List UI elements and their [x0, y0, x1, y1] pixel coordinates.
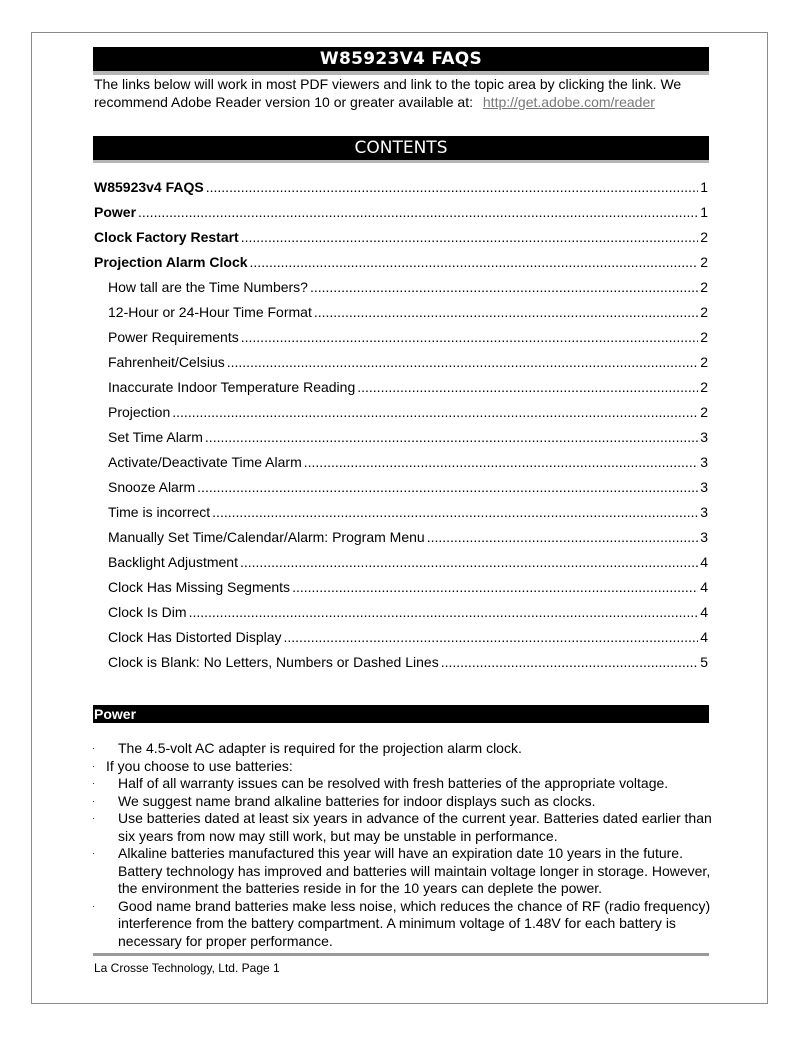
- toc-dot-leader: [206, 176, 698, 198]
- toc-entry[interactable]: [94, 326, 708, 351]
- power-bullet-text: We suggest name brand alkaline batteries for indoor displays such as clocks.: [118, 792, 596, 809]
- table-of-contents: [94, 176, 708, 676]
- toc-entry[interactable]: [94, 251, 708, 276]
- toc-entry-label: Power: [94, 204, 137, 220]
- toc-dot-leader: [241, 326, 698, 348]
- power-bullet-text: Good name brand batteries make less noise, which reduces the chance of RF (radio frequency) interference from the battery compartment. A minimum voltage of 1.48V for each battery is necessary for proper performance.: [118, 897, 711, 949]
- adobe-reader-link[interactable]: http://get.adobe.com/reader: [482, 94, 655, 110]
- toc-entry-label: 12-Hour or 24-Hour Time Format: [108, 304, 312, 320]
- toc-entry[interactable]: [94, 526, 708, 551]
- toc-page-number: 2: [700, 379, 708, 395]
- toc-entry-label: Power Requirements: [108, 329, 239, 345]
- toc-dot-leader: [138, 201, 698, 223]
- toc-entry-label: Projection: [108, 404, 171, 420]
- toc-dot-leader: [227, 351, 698, 373]
- toc-page-number: 2: [700, 254, 708, 270]
- toc-dot-leader: [292, 576, 698, 598]
- toc-entry-label: Clock Has Missing Segments: [108, 579, 291, 595]
- toc-entry[interactable]: [94, 626, 708, 651]
- bullet-dot-icon: ·: [92, 743, 95, 753]
- toc-entry[interactable]: [94, 451, 708, 476]
- toc-entry[interactable]: [94, 351, 708, 376]
- toc-dot-leader: [241, 226, 698, 248]
- toc-page-number: 2: [700, 279, 708, 295]
- toc-page-number: 5: [700, 654, 708, 670]
- power-bullet-text: If you choose to use batteries:: [106, 757, 293, 774]
- bullet-dot-icon: ·: [92, 813, 95, 823]
- toc-entry[interactable]: [94, 176, 708, 201]
- toc-page-number: 3: [700, 429, 708, 445]
- toc-entry-label: Projection Alarm Clock: [94, 254, 248, 270]
- toc-page-number: 1: [700, 179, 708, 195]
- toc-dot-leader: [205, 426, 698, 448]
- toc-dot-leader: [250, 251, 699, 273]
- bullet-dot-icon: ·: [92, 760, 95, 771]
- bullet-dot-icon: ·: [92, 778, 95, 788]
- toc-entry-label: Manually Set Time/Calendar/Alarm: Program Menu: [108, 529, 425, 545]
- toc-entry[interactable]: [94, 601, 708, 626]
- power-bullet-text: Use batteries dated at least six years in advance of the current year. Batteries dated earlier than six years from now may still work, but may be unstable in performance.: [118, 810, 712, 844]
- power-bullet-item: [92, 898, 712, 951]
- power-bullet-text: The 4.5-volt AC adapter is required for the projection alarm clock.: [118, 740, 522, 756]
- toc-entry[interactable]: [94, 501, 708, 526]
- toc-entry-label: Snooze Alarm: [108, 479, 196, 495]
- power-bullet-item: [92, 758, 712, 776]
- toc-entry-label: Clock Is Dim: [108, 604, 187, 620]
- footer-rule: [93, 953, 709, 956]
- toc-entry-label: Fahrenheit/Celsius: [108, 354, 225, 370]
- toc-page-number: 3: [700, 454, 708, 470]
- toc-dot-leader: [310, 276, 698, 298]
- toc-page-number: 3: [700, 504, 708, 520]
- power-bullet-item: [92, 810, 712, 845]
- toc-entry[interactable]: [94, 551, 708, 576]
- power-bullet-list: [92, 740, 712, 950]
- toc-page-number: 2: [700, 229, 708, 245]
- toc-entry-label: Clock Has Distorted Display: [108, 629, 282, 645]
- toc-dot-leader: [357, 376, 698, 398]
- contents-heading: CONTENTS: [93, 136, 709, 160]
- toc-entry-label: Activate/Deactivate Time Alarm: [108, 454, 302, 470]
- power-heading-text: Power: [94, 706, 137, 722]
- toc-entry[interactable]: [94, 476, 708, 501]
- toc-entry-label: How tall are the Time Numbers?: [108, 279, 308, 295]
- toc-page-number: 3: [700, 529, 708, 545]
- toc-dot-leader: [284, 626, 699, 648]
- contents-underline: [93, 160, 709, 163]
- toc-dot-leader: [189, 601, 699, 623]
- intro-text: The links below will work in most PDF viewers and link to the topic area by clicking the link. We recommend Adobe Reader version 10 or greater available at:: [94, 76, 682, 110]
- toc-dot-leader: [212, 501, 698, 523]
- power-bullet-item: [92, 740, 712, 758]
- toc-dot-leader: [441, 651, 699, 673]
- power-bullet-item: [92, 845, 712, 898]
- power-bullet-item: [92, 775, 712, 793]
- toc-entry[interactable]: [94, 401, 708, 426]
- power-bullet-text: Alkaline batteries manufactured this year will have an expiration date 10 years in the future. Battery technology has improved and batteries will maintain voltage longer in storage. However, the environment the batteries reside in for the 10 years can deplete the power.: [118, 845, 711, 896]
- toc-entry[interactable]: [94, 376, 708, 401]
- toc-dot-leader: [240, 551, 698, 573]
- toc-entry[interactable]: [94, 301, 708, 326]
- toc-entry-label: Backlight Adjustment: [108, 554, 238, 570]
- toc-entry-label: Inaccurate Indoor Temperature Reading: [108, 379, 356, 395]
- toc-page-number: 4: [700, 554, 708, 570]
- toc-entry[interactable]: [94, 276, 708, 301]
- toc-entry-label: W85923v4 FAQS: [94, 179, 204, 195]
- intro-paragraph: [94, 75, 710, 111]
- toc-entry-label: Set Time Alarm: [108, 429, 203, 445]
- bullet-dot-icon: ·: [92, 900, 95, 911]
- toc-dot-leader: [427, 526, 699, 548]
- toc-page-number: 4: [700, 629, 708, 645]
- page-footer: La Crosse Technology, Ltd. Page 1: [94, 961, 280, 975]
- document-title: W85923V4 FAQS: [93, 47, 709, 71]
- toc-entry[interactable]: [94, 651, 708, 676]
- toc-page-number: 4: [700, 604, 708, 620]
- toc-page-number: 2: [700, 354, 708, 370]
- toc-page-number: 2: [700, 304, 708, 320]
- power-bullet-text: Half of all warranty issues can be resolved with fresh batteries of the appropriate voltage.: [118, 775, 669, 791]
- bullet-dot-icon: ·: [92, 795, 95, 806]
- bullet-dot-icon: ·: [92, 848, 95, 858]
- power-section-heading: [93, 705, 709, 723]
- toc-page-number: 1: [700, 204, 708, 220]
- toc-page-number: 2: [700, 329, 708, 345]
- toc-entry[interactable]: [94, 426, 708, 451]
- toc-page-number: 3: [700, 479, 708, 495]
- toc-dot-leader: [172, 401, 698, 423]
- toc-dot-leader: [304, 451, 698, 473]
- toc-entry-label: Time is incorrect: [108, 504, 211, 520]
- toc-entry[interactable]: [94, 226, 708, 251]
- toc-entry[interactable]: [94, 576, 708, 601]
- toc-entry[interactable]: [94, 201, 708, 226]
- power-bullet-item: [92, 793, 712, 811]
- toc-page-number: 4: [700, 579, 708, 595]
- toc-page-number: 2: [700, 404, 708, 420]
- toc-dot-leader: [314, 301, 698, 323]
- toc-dot-leader: [197, 476, 698, 498]
- toc-entry-label: Clock is Blank: No Letters, Numbers or Dashed Lines: [108, 654, 439, 670]
- toc-entry-label: Clock Factory Restart: [94, 229, 239, 245]
